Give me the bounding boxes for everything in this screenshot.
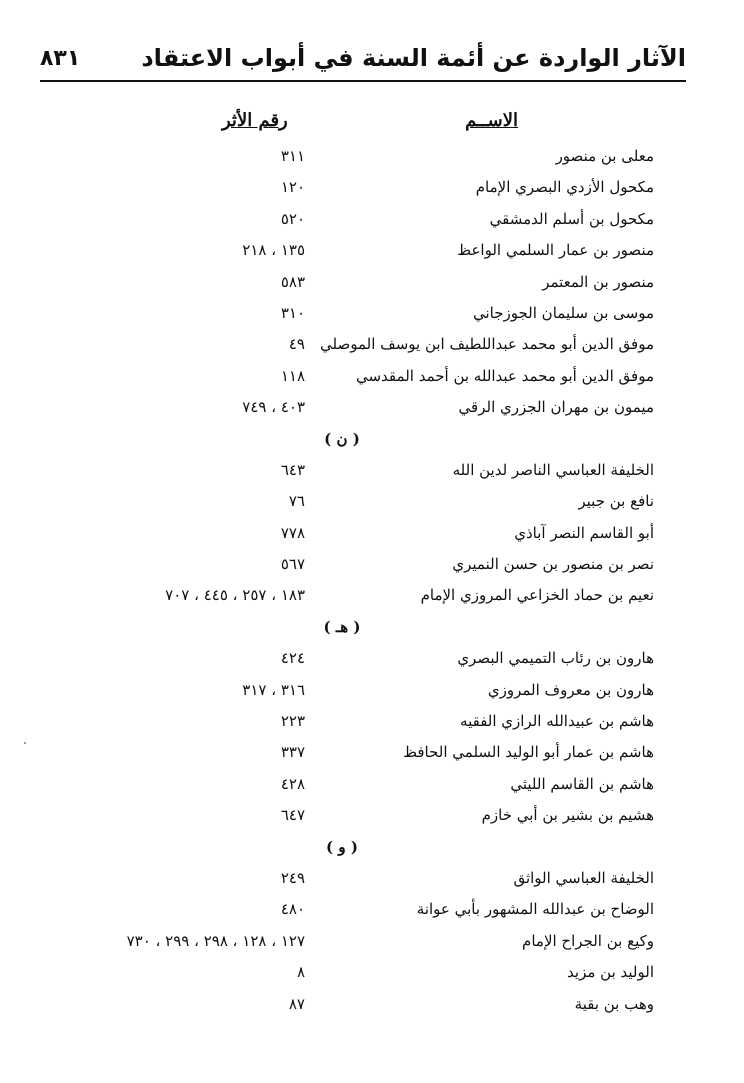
running-header bbox=[40, 44, 686, 80]
section-letter: ( هـ ) bbox=[323, 617, 361, 636]
athar-numbers: ٤٢٨ bbox=[280, 774, 305, 793]
athar-numbers: ٨٧ bbox=[288, 994, 305, 1013]
athar-numbers: ٣١١ bbox=[280, 147, 305, 165]
person-name: هشيم بن بشير بن أبي خازم bbox=[481, 806, 654, 825]
index-row bbox=[0, 455, 744, 486]
index-row bbox=[0, 361, 744, 392]
index-row bbox=[0, 769, 744, 800]
athar-numbers: ٤٢٤ bbox=[280, 649, 305, 668]
index-row bbox=[0, 141, 744, 172]
index-row bbox=[0, 643, 744, 674]
index-row bbox=[0, 580, 744, 611]
index-row bbox=[0, 675, 744, 706]
athar-numbers: ٥٨٣ bbox=[280, 272, 305, 291]
person-name: الخليفة العباسي الواثق bbox=[513, 868, 654, 887]
index-row bbox=[0, 549, 744, 580]
index-row bbox=[0, 329, 744, 360]
person-name: موفق الدين أبو محمد عبدالله بن أحمد المقدسي bbox=[355, 366, 654, 385]
athar-numbers: ٤٨٠ bbox=[280, 900, 305, 919]
athar-numbers: ١٢٧ ، ١٢٨ ، ٢٩٨ ، ٢٩٩ ، ٧٣٠ bbox=[126, 931, 305, 950]
column-header-ref: رقم الأثر bbox=[222, 110, 288, 131]
person-name: معلى بن منصور bbox=[555, 147, 654, 165]
person-name: مكحول الأزدي البصري الإمام bbox=[475, 178, 654, 197]
index-row bbox=[0, 172, 744, 203]
letter-section-heading bbox=[0, 612, 744, 643]
index-row bbox=[0, 267, 744, 298]
athar-numbers: ٦٤٣ bbox=[280, 460, 305, 479]
letter-section-heading bbox=[0, 832, 744, 863]
index-row bbox=[0, 989, 744, 1020]
athar-numbers: ٥٦٧ bbox=[280, 555, 305, 574]
section-letter: ( و ) bbox=[326, 837, 358, 856]
athar-numbers: ١٢٠ bbox=[280, 178, 305, 197]
index-row bbox=[0, 737, 744, 768]
person-name: هارون بن معروف المروزي bbox=[487, 680, 654, 699]
person-name: أبو القاسم النصر آباذي bbox=[514, 523, 654, 542]
index-row bbox=[0, 486, 744, 517]
athar-numbers: ١٨٣ ، ٢٥٧ ، ٤٤٥ ، ٧٠٧ bbox=[165, 586, 305, 605]
athar-numbers: ٨ bbox=[296, 963, 305, 982]
index-row bbox=[0, 894, 744, 925]
index-row bbox=[0, 235, 744, 266]
column-header-name: الاســم bbox=[465, 110, 518, 131]
index-row bbox=[0, 298, 744, 329]
person-name: موسى بن سليمان الجوزجاني bbox=[472, 303, 654, 322]
athar-numbers: ٢٤٩ bbox=[280, 868, 305, 887]
athar-numbers: ٢٢٣ bbox=[280, 712, 305, 731]
athar-numbers: ٣١٠ bbox=[280, 303, 305, 322]
person-name: وكيع بن الجراح الإمام bbox=[522, 931, 654, 950]
index-row bbox=[0, 706, 744, 737]
letter-section-heading bbox=[0, 424, 744, 455]
athar-numbers: ١٣٥ ، ٢١٨ bbox=[242, 241, 305, 260]
scan-speck bbox=[24, 742, 26, 744]
running-title: الآثار الواردة عن أئمة السنة في أبواب الاعتقاد bbox=[141, 44, 686, 72]
athar-numbers: ٧٦ bbox=[288, 492, 305, 511]
athar-numbers: ٤٩ bbox=[288, 335, 305, 354]
person-name: هاشم بن عمار أبو الوليد السلمي الحافظ bbox=[403, 743, 654, 762]
person-name: هاشم بن القاسم الليثي bbox=[510, 774, 654, 793]
person-name: الوضاح بن عبدالله المشهور بأبي عوانة bbox=[416, 900, 654, 919]
section-letter: ( ن ) bbox=[324, 429, 360, 448]
person-name: ميمون بن مهران الجزري الرقي bbox=[458, 398, 654, 417]
person-name: نافع بن جبير bbox=[578, 492, 654, 511]
athar-numbers: ٤٠٣ ، ٧٤٩ bbox=[242, 398, 305, 417]
person-name: منصور بن عمار السلمي الواعظ bbox=[457, 241, 654, 260]
index-row bbox=[0, 926, 744, 957]
index-row bbox=[0, 957, 744, 988]
header-rule bbox=[40, 80, 686, 82]
person-name: الخليفة العباسي الناصر لدين الله bbox=[452, 460, 654, 479]
athar-numbers: ١١٨ bbox=[280, 366, 305, 385]
index-row bbox=[0, 863, 744, 894]
athar-numbers: ٣١٦ ، ٣١٧ bbox=[242, 680, 305, 699]
person-name: موفق الدين أبو محمد عبداللطيف ابن يوسف الموصلي bbox=[320, 335, 654, 354]
index-row bbox=[0, 518, 744, 549]
person-name: منصور بن المعتمر bbox=[542, 272, 654, 291]
person-name: وهب بن بقية bbox=[574, 994, 654, 1013]
person-name: هاشم بن عبيدالله الرازي الفقيه bbox=[460, 712, 654, 731]
athar-numbers: ٦٤٧ bbox=[280, 806, 305, 825]
index-row bbox=[0, 800, 744, 831]
athar-numbers: ٥٢٠ bbox=[280, 209, 305, 228]
person-name: هارون بن رئاب التميمي البصري bbox=[457, 649, 654, 668]
person-name: مكحول بن أسلم الدمشقي bbox=[489, 209, 654, 228]
index-row bbox=[0, 204, 744, 235]
athar-numbers: ٧٧٨ bbox=[280, 523, 305, 542]
index-entries bbox=[0, 141, 744, 1020]
person-name: نصر بن منصور بن حسن النميري bbox=[452, 555, 654, 574]
person-name: نعيم بن حماد الخزاعي المروزي الإمام bbox=[420, 586, 654, 605]
page-number: ٨٣١ bbox=[40, 46, 81, 71]
person-name: الوليد بن مزيد bbox=[567, 963, 654, 982]
index-row bbox=[0, 392, 744, 423]
athar-numbers: ٣٣٧ bbox=[280, 743, 305, 762]
